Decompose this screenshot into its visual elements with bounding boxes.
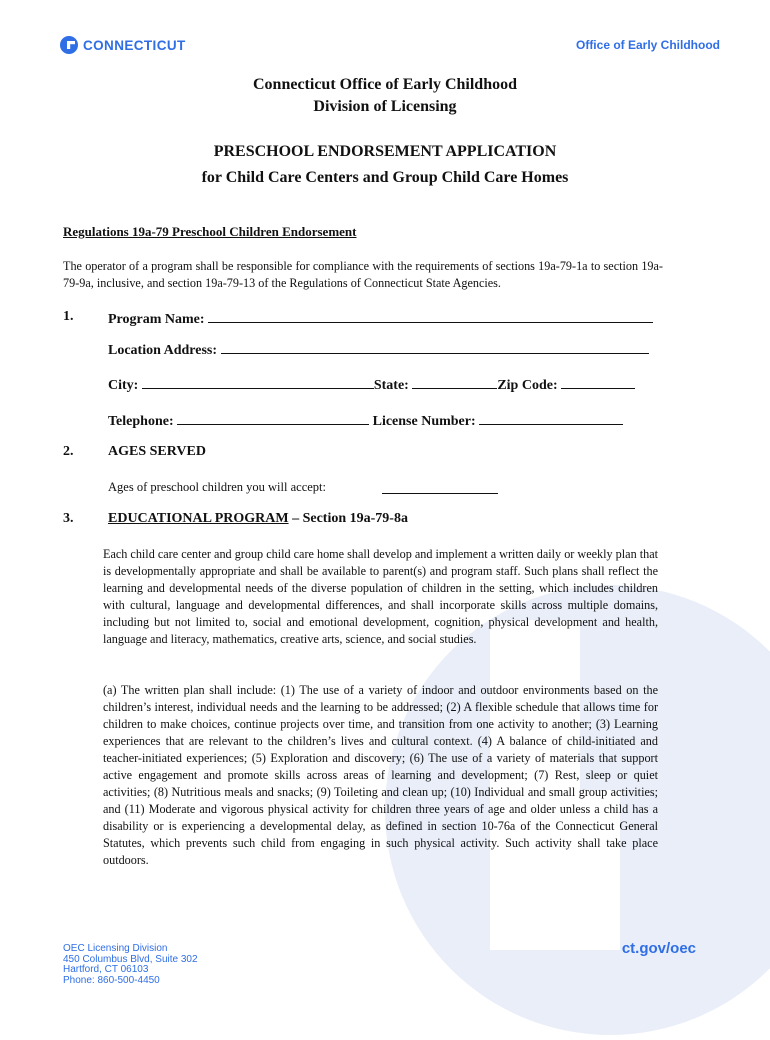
license-number-label: License Number: xyxy=(372,414,476,429)
logo-text: CONNECTICUT xyxy=(83,37,186,53)
location-address-label: Location Address: xyxy=(108,343,218,358)
zip-code-blank[interactable] xyxy=(561,375,635,389)
division-title: Division of Licensing xyxy=(313,98,457,115)
footer-division: OEC Licensing Division xyxy=(63,943,168,954)
city-state-zip-row xyxy=(108,375,635,394)
program-name-field[interactable] xyxy=(108,309,653,328)
footer-website-link[interactable]: ct.gov/oec xyxy=(621,940,696,957)
application-subtitle: for Child Care Centers and Group Child Care Homes xyxy=(201,169,569,186)
office-name: Office of Early Childhood xyxy=(575,38,720,52)
license-number-blank[interactable] xyxy=(479,411,623,425)
regulations-text: The operator of a program shall be responsible for compliance with the requirements of sections 19a-79-1a to section 19a-79-9a, inclusive, and section 19a-79-13 of the Regulations of Connecticut State Agencies. xyxy=(63,259,663,290)
footer-street: 450 Columbus Blvd, Suite 302 xyxy=(63,953,198,965)
educational-program-heading xyxy=(108,511,408,527)
section-1-number: 1. xyxy=(63,309,74,324)
connecticut-logo xyxy=(60,36,186,54)
org-title: Connecticut Office of Early Childhood xyxy=(253,76,517,93)
telephone-label: Telephone: xyxy=(108,414,174,429)
ct-logo-icon xyxy=(60,36,78,54)
program-name-label: Program Name: xyxy=(108,312,205,327)
location-address-field[interactable] xyxy=(108,340,649,359)
program-name-blank[interactable] xyxy=(208,309,653,323)
educational-program-paragraph-1: Each child care center and group child care home shall develop and implement a written daily or weekly plan that is developmentally appropriate and shall be available to parent(s) and program staff. Such plans shall reflect the learning and developmental needs of the diverse population of children in the setting, which includes children with cultural, language and developmental differences, and shall incorporate skills across multiple domains, including but not limited to, social and emotional development, cognition, physical development and health, language and literacy, mathematics, creative arts, science, and social studies. xyxy=(103,547,658,646)
educational-program-title: EDUCATIONAL PROGRAM xyxy=(108,511,289,526)
telephone-blank[interactable] xyxy=(177,411,369,425)
section-3-number: 3. xyxy=(63,511,74,526)
educational-program-section: – Section 19a-79-8a xyxy=(288,511,408,526)
telephone-license-row xyxy=(108,411,623,430)
zip-code-label: Zip Code: xyxy=(497,378,558,393)
city-blank[interactable] xyxy=(142,375,374,389)
state-label: State: xyxy=(373,378,409,393)
ages-blank[interactable] xyxy=(382,480,498,494)
application-title: PRESCHOOL ENDORSEMENT APPLICATION xyxy=(213,143,557,160)
footer-address xyxy=(63,944,198,986)
educational-program-paragraph-2: (a) The written plan shall include: (1) The use of a variety of indoor and outdoor environments based on the children’s interest, individual needs and the learning to be addressed; (2) A flexible schedule that allows time for children to make choices, continue projects over time, and transition from one activity to another; (3) Learning experiences that are relevant to the children’s lives and cultural context. (4) A balance of child-initiated and teacher-initiated experiences; (5) Exploration and discovery; (6) The use of a variety of materials that support active engagement and promote skills across areas of learning and development; (7) Rest, sleep or quiet activities; (8) Nutritious meals and snacks; (9) Toileting and clean up; (10) Individual and small group activities; and (11) Moderate and vigorous physical activity for children three years of age and older unless a child has a disability or is experiencing a developmental delay, as defined in section 10-76a of the Connecticut General Statutes, which prevents such child from engaging in such physical activity. Such activity shall take place outdoors. xyxy=(103,683,658,867)
city-label: City: xyxy=(108,378,139,393)
section-2-number: 2. xyxy=(63,444,74,459)
location-address-blank[interactable] xyxy=(221,340,649,354)
footer-phone: Phone: 860-500-4450 xyxy=(63,974,160,986)
ages-prompt: Ages of preschool children you will accept: xyxy=(108,480,326,494)
regulations-heading: Regulations 19a-79 Preschool Children Endorsement xyxy=(63,224,357,239)
ages-served-heading: AGES SERVED xyxy=(108,444,206,459)
footer-city: Hartford, CT 06103 xyxy=(63,964,149,975)
state-blank[interactable] xyxy=(412,375,497,389)
